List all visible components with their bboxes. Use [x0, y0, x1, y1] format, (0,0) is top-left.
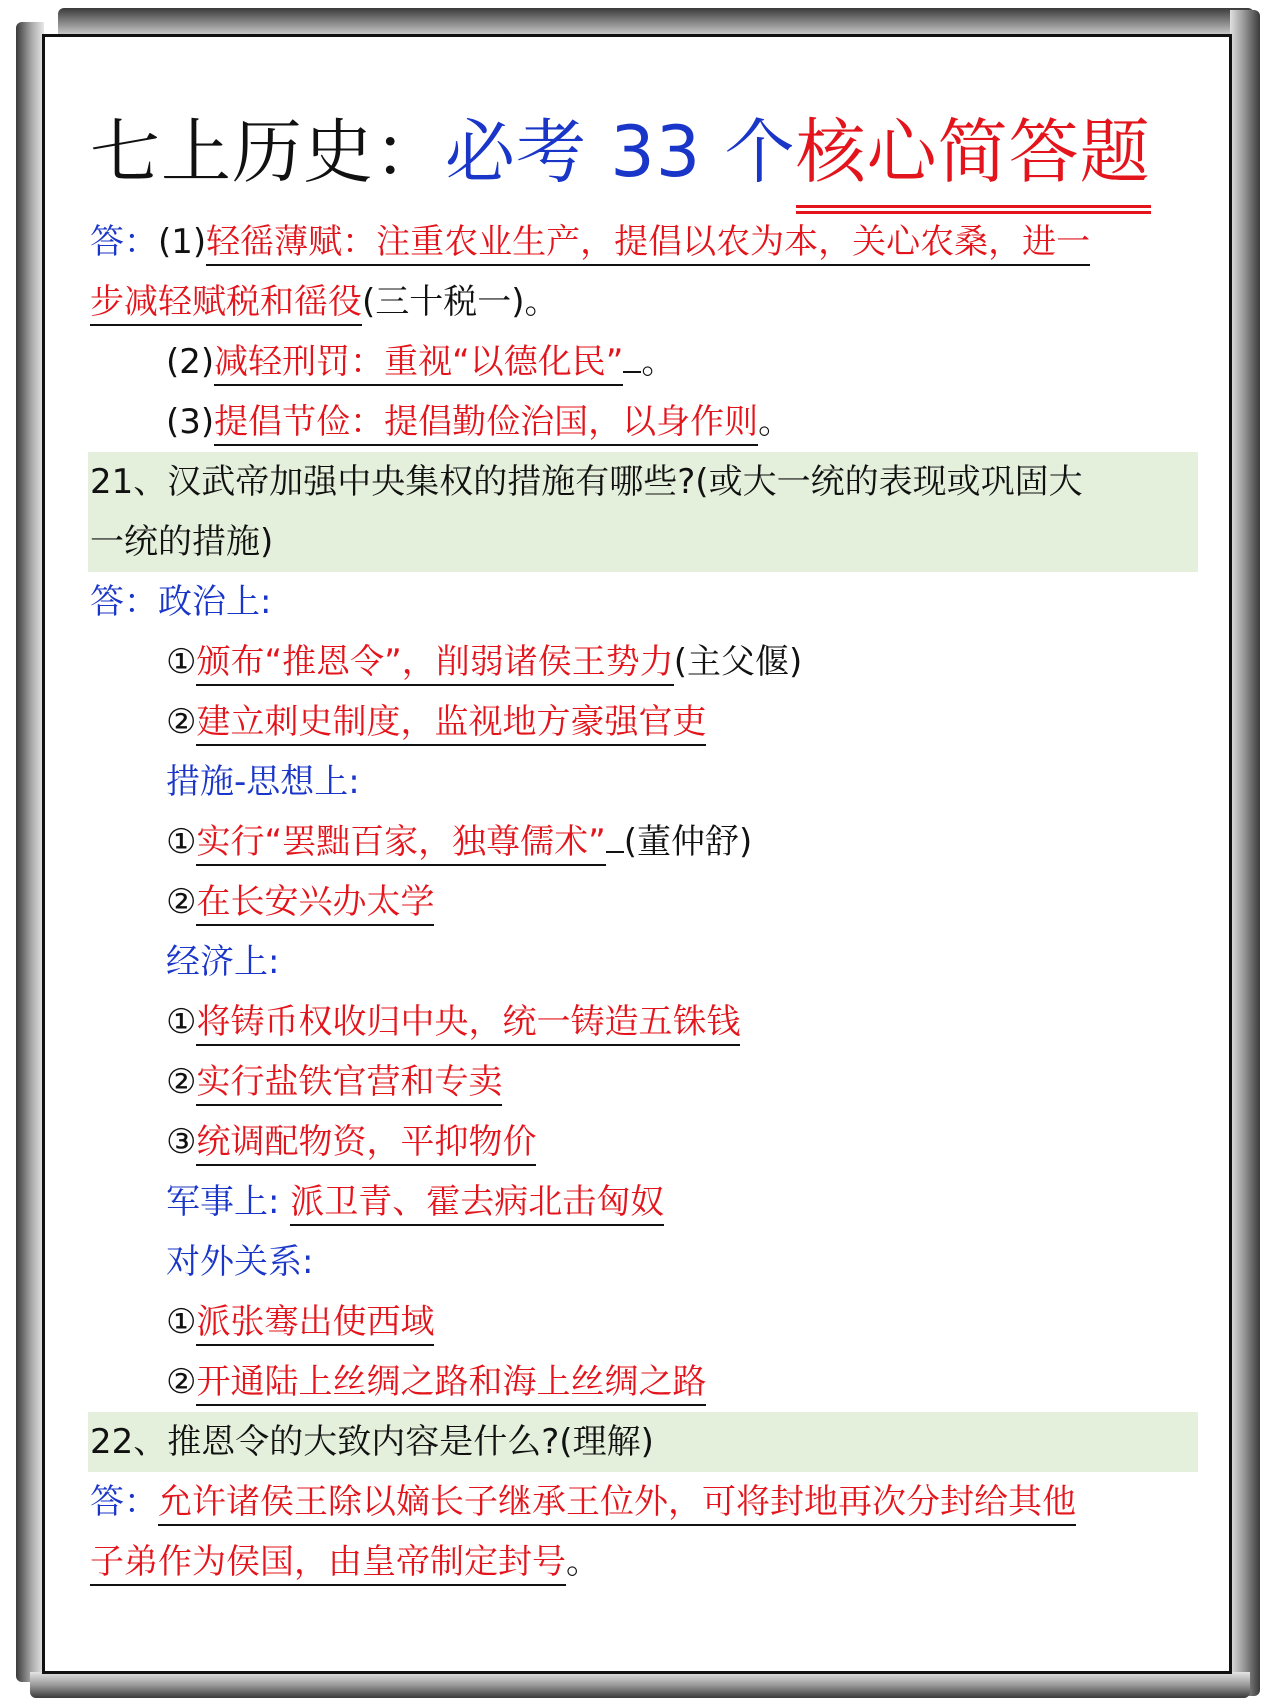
answer-text: 建立刺史制度，监视地方豪强官吏	[196, 702, 706, 746]
punctuation: 。	[524, 282, 559, 322]
section-heading-foreign: 对外关系:	[166, 1242, 314, 1282]
item-number: (2)	[166, 342, 215, 382]
punctuation: 。	[641, 342, 676, 382]
section-heading-thought: 措施-思想上:	[166, 762, 360, 802]
answer-21-head	[90, 572, 1196, 632]
thought-item-2	[90, 872, 1196, 932]
answer-label: 答：	[90, 1482, 158, 1522]
item-marker: ③	[166, 1122, 197, 1162]
item-marker: ①	[166, 642, 197, 682]
answer-text: 步减轻赋税和徭役	[90, 282, 362, 326]
economy-item-2	[90, 1052, 1196, 1112]
economy-item-1	[90, 992, 1196, 1052]
answer-text: 允许诸侯王除以嫡长子继承王位外，可将封地再次分封给其他	[158, 1482, 1076, 1526]
answer-text: 在长安兴办太学	[196, 882, 434, 926]
item-marker: ②	[166, 1362, 197, 1402]
politics-item-1	[90, 632, 1196, 692]
item-marker: ①	[166, 822, 197, 862]
military-line	[90, 1172, 1196, 1232]
answer-text: 统调配物资，平抑物价	[196, 1122, 536, 1166]
question-21-line-2: 一统的措施)	[88, 512, 1198, 572]
economy-item-3	[90, 1112, 1196, 1172]
foreign-item-2	[90, 1352, 1196, 1412]
answer-note: (主父偃)	[673, 642, 803, 682]
item-marker: ②	[166, 702, 197, 742]
answer-text: 提倡节俭：提倡勤俭治国，以身作则	[214, 402, 758, 446]
answer-text: 开通陆上丝绸之路和海上丝绸之路	[196, 1362, 706, 1406]
underline-blank	[623, 337, 641, 373]
politics-item-2	[90, 692, 1196, 752]
section-heading-military: 军事上:	[166, 1182, 280, 1222]
frame-edge-left	[16, 22, 44, 1682]
item-marker: ①	[166, 1302, 197, 1342]
answer-20-line-2	[90, 272, 1196, 332]
thought-item-1	[90, 812, 1196, 872]
item-marker: ②	[166, 1062, 197, 1102]
answer-text: 实行“罢黜百家，独尊儒术”	[196, 822, 605, 866]
underline-blank	[606, 817, 624, 853]
foreign-item-1	[90, 1292, 1196, 1352]
answer-22-line-2	[90, 1532, 1196, 1592]
section-heading-economy: 经济上:	[166, 942, 280, 982]
answer-text: 轻徭薄赋：注重农业生产，提倡以农为本，关心农桑，进一	[206, 222, 1090, 266]
answer-note: (董仲舒)	[623, 822, 753, 862]
answer-text: 派卫青、霍去病北击匈奴	[290, 1182, 664, 1226]
item-number: (1)	[158, 222, 207, 262]
answer-label: 答：	[90, 582, 158, 622]
answer-20-item-2	[90, 332, 1196, 392]
notes-content	[90, 212, 1196, 1592]
answer-note: (三十税一)	[362, 282, 525, 322]
punctuation: 。	[566, 1542, 600, 1582]
answer-text: 派张骞出使西域	[196, 1302, 434, 1346]
answer-text: 实行盐铁官营和专卖	[196, 1062, 502, 1106]
answer-text: 减轻刑罚：重视“以德化民”	[214, 342, 623, 386]
answer-label: 答：	[90, 222, 158, 262]
question-21-line-1: 21、汉武帝加强中央集权的措施有哪些?(或大一统的表现或巩固大	[88, 452, 1198, 512]
section-heading-politics: 政治上:	[158, 582, 272, 622]
title-subject: 七上历史：	[90, 111, 445, 193]
item-marker: ②	[166, 882, 197, 922]
frame-edge-bottom	[30, 1672, 1250, 1698]
item-number: (3)	[166, 402, 215, 442]
title-count: 必考 33 个	[445, 111, 796, 193]
frame-edge-right	[1230, 10, 1260, 1696]
punctuation: 。	[758, 402, 793, 442]
answer-22-line-1	[90, 1472, 1196, 1532]
item-marker: ①	[166, 1002, 197, 1042]
page-title	[90, 104, 1151, 200]
answer-20-item-3	[90, 392, 1196, 452]
answer-20-line-1	[90, 212, 1196, 272]
answer-text: 颁布“推恩令”，削弱诸侯王势力	[196, 642, 673, 686]
answer-text: 将铸币权收归中央，统一铸造五铢钱	[196, 1002, 740, 1046]
title-topic: 核心简答题	[796, 104, 1151, 200]
question-22: 22、推恩令的大致内容是什么?(理解)	[88, 1412, 1198, 1472]
answer-text: 子弟作为侯国，由皇帝制定封号	[90, 1542, 566, 1586]
